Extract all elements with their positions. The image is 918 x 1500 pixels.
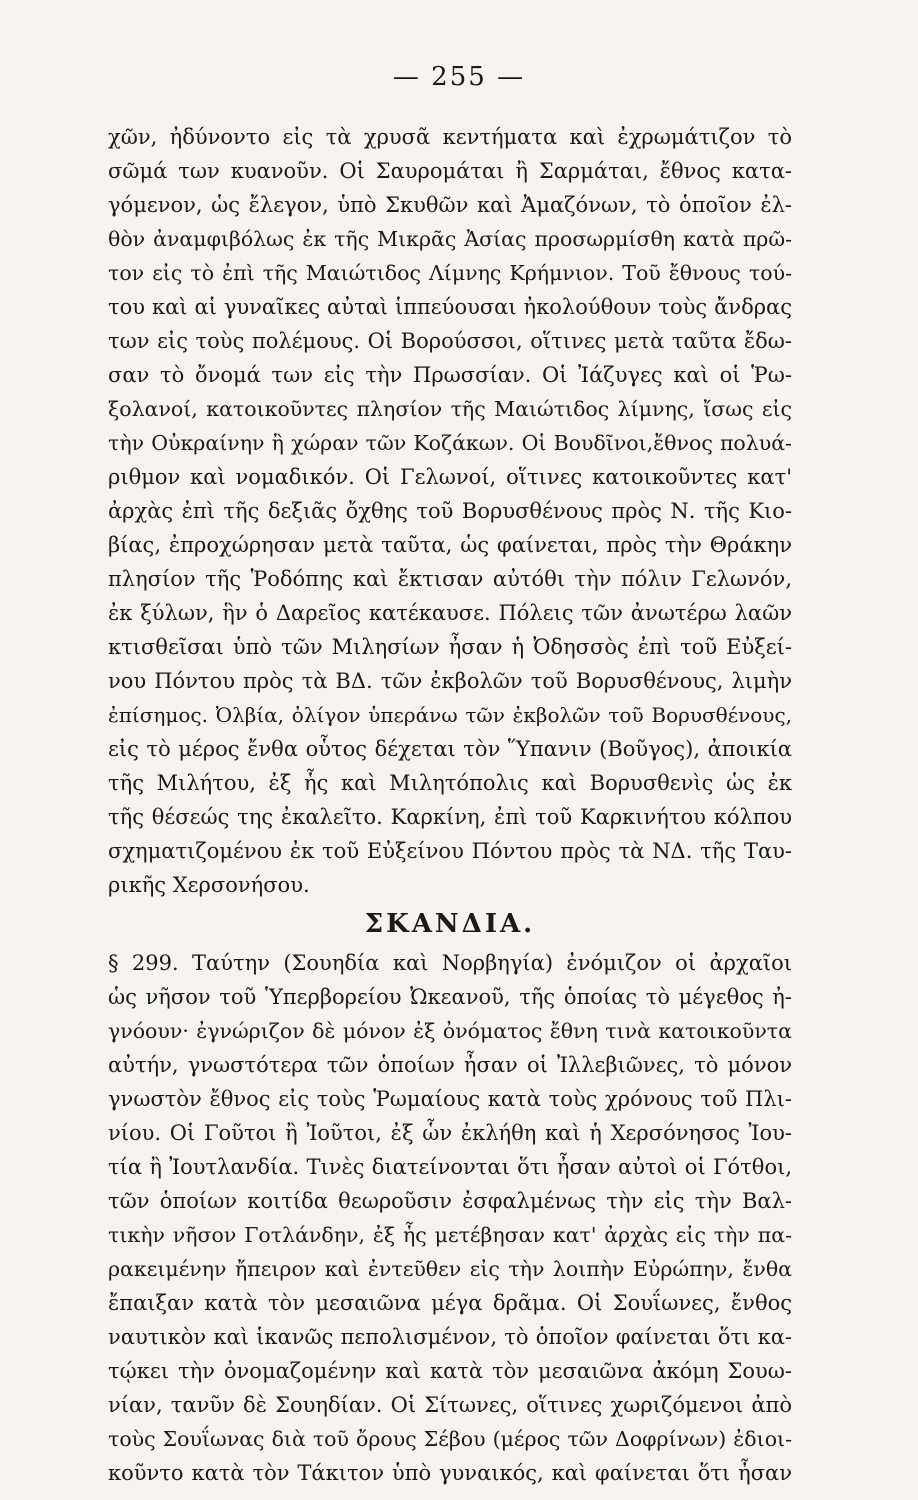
text-line: σῶμά των κυανοῦν. Οἱ Σαυρομάται ἢ Σαρμάται, ἔθνος κατα- (108, 159, 792, 183)
text-line: ὡς νῆσον τοῦ Ὑπερβορείου Ὠκεανοῦ, τῆς ὁποίας τὸ μέγεθος ἠ- (108, 985, 792, 1009)
text-line: κτισθεῖσαι ὑπὸ τῶν Μιλησίων ἦσαν ἡ Ὀδησσὸς ἐπὶ τοῦ Εὐξεί- (108, 635, 792, 659)
text-line: γνωστὸν ἔθνος εἰς τοὺς Ῥωμαίους κατὰ τοὺς χρόνους τοῦ Πλι- (108, 1087, 792, 1111)
text-line: θὸν ἀναμφιβόλως ἐκ τῆς Μικρᾶς Ἀσίας προσωρμίσθη κατὰ πρῶ- (108, 227, 792, 251)
text-line: τῴκει τὴν ὀνομαζομένην καὶ κατὰ τὸν μεσαιῶνα ἀκόμη Σουω- (108, 1359, 792, 1383)
page-number: — 255 — (392, 62, 526, 92)
text-line: τῶν ὁποίων κοιτίδα θεωροῦσιν ἐσφαλμένως τὴν εἰς τὴν Βαλ- (108, 1189, 792, 1213)
text-line: ρικῆς Χερσονήσου. (108, 873, 310, 897)
text-line: σαν τὸ ὄνομά των εἰς τὴν Πρωσσίαν. Οἱ Ἰάζυγες καὶ οἱ Ῥω- (108, 363, 792, 387)
text-line: τον εἰς τὸ ἐπὶ τῆς Μαιώτιδος Λίμνης Κρήμνιον. Τοῦ ἔθνους τού- (108, 261, 792, 285)
text-line: πλησίον τῆς Ῥοδόπης καὶ ἔκτισαν αὐτόθι τὴν πόλιν Γελωνόν, (108, 567, 792, 591)
text-line: εἰς τὸ μέρος ἔνθα οὗτος δέχεται τὸν Ὕπανιν (Βοῦγος), ἀποικία (108, 737, 792, 761)
text-line: τικὴν νῆσον Γοτλάνδην, ἐξ ἧς μετέβησαν κατ' ἀρχὰς εἰς τὴν πα- (108, 1223, 792, 1247)
text-line: ἔπαιξαν κατὰ τὸν μεσαιῶνα μέγα δρᾶμα. Οἱ Σουΐωνες, ἔνθος (108, 1291, 792, 1315)
body-text (108, 120, 792, 1490)
text-line: νίαν, τανῦν δὲ Σουηδίαν. Οἱ Σίτωνες, οἵτινες χωριζόμενοι ἀπὸ (108, 1393, 792, 1417)
text-line: του καὶ αἱ γυναῖκες αὐταὶ ἱππεύουσαι ἠκολούθουν τοὺς ἄνδρας (108, 295, 792, 319)
text-line: νίου. Οἱ Γοῦτοι ἢ Ἰοῦτοι, ἐξ ὧν ἐκλήθη καὶ ἡ Χερσόνησος Ἰου- (108, 1121, 792, 1145)
paragraph-sarmatians (108, 120, 792, 902)
text-line: ἀρχὰς ἐπὶ τῆς δεξιᾶς ὄχθης τοῦ Βορυσθένους πρὸς Ν. τῆς Κιο- (108, 499, 792, 523)
text-line: τῆς Μιλήτου, ἐξ ἧς καὶ Μιλητόπολις καὶ Βορυσθενὶς ὡς ἐκ (108, 771, 792, 795)
text-line: ναυτικὸν καὶ ἱκανῶς πεπολισμένον, τὸ ὁποῖον φαίνεται ὅτι κα- (108, 1325, 792, 1349)
text-line: ρακειμένην ἤπειρον καὶ ἐντεῦθεν εἰς τὴν λοιπὴν Εὐρώπην, ἔνθα (108, 1257, 792, 1281)
text-line: τὴν Οὐκραίνην ἢ χώραν τῶν Κοζάκων. Οἱ Βουδῖνοι,ἔθνος πολυά- (108, 431, 792, 455)
text-line: ξολανοί, κατοικοῦντες πλησίον τῆς Μαιώτιδος λίμνης, ἴσως εἰς (108, 397, 792, 421)
text-line: ριθμον καὶ νομαδικόν. Οἱ Γελωνοί, οἵτινες κατοικοῦντες κατ' (108, 465, 792, 489)
text-line: βίας, ἐπροχώρησαν μετὰ ταῦτα, ὡς φαίνεται, πρὸς τὴν Θράκην (108, 533, 792, 557)
text-line: τοὺς Σουΐωνας διὰ τοῦ ὄρους Σέβου (μέρος τῶν Δοφρίνων) ἐδιοι- (108, 1427, 792, 1451)
text-line: νου Πόντου πρὸς τὰ ΒΔ. τῶν ἐκβολῶν τοῦ Βορυσθένους, λιμὴν (108, 669, 792, 693)
text-line: γόμενον, ὡς ἔλεγον, ὑπὸ Σκυθῶν καὶ Ἀμαζόνων, τὸ ὁποῖον ἐλ- (108, 193, 792, 217)
paragraph-scandia (108, 946, 792, 1490)
text-line: § 299. Ταύτην (Σουηδία καὶ Νορβηγία) ἐνόμιζον οἱ ἀρχαῖοι (108, 951, 792, 975)
text-line: γνόουν· ἐγνώριζον δὲ μόνον ἐξ ὀνόματος ἔθνη τινὰ κατοικοῦντα (108, 1019, 792, 1043)
text-line: τία ἢ Ἰουτλανδία. Τινὲς διατείνονται ὅτι ἦσαν αὐτοὶ οἱ Γότθοι, (108, 1155, 792, 1179)
text-line: ἐκ ξύλων, ἣν ὁ Δαρεῖος κατέκαυσε. Πόλεις τῶν ἀνωτέρω λαῶν (108, 601, 792, 625)
text-line: χῶν, ἠδύνοντο εἰς τὰ χρυσᾶ κεντήματα καὶ ἐχρωμάτιζον τὸ (108, 125, 792, 149)
text-line: των εἰς τοὺς πολέμους. Οἱ Βορούσσοι, οἵτινες μετὰ ταῦτα ἔδω- (108, 329, 792, 353)
section-heading: ΣΚΑΝΔΙΑ. (364, 909, 536, 939)
text-line: τῆς θέσεώς της ἐκαλεῖτο. Καρκίνη, ἐπὶ τοῦ Καρκινήτου κόλπου (108, 805, 792, 829)
text-line: αὐτήν, γνωστότερα τῶν ὁποίων ἦσαν οἱ Ἰλλεβιῶνες, τὸ μόνον (108, 1053, 792, 1077)
text-line: σχηματιζομένου ἐκ τοῦ Εὐξείνου Πόντου πρὸς τὰ ΝΔ. τῆς Ταυ- (108, 839, 792, 863)
text-line: ἐπίσημος. Ὀλβία, ὀλίγον ὑπεράνω τῶν ἐκβολῶν τοῦ Βορυσθένους, (108, 703, 792, 727)
text-line: κοῦντο κατὰ τὸν Τάκιτον ὑπὸ γυναικός, καὶ φαίνεται ὅτι ἦσαν (108, 1461, 792, 1485)
